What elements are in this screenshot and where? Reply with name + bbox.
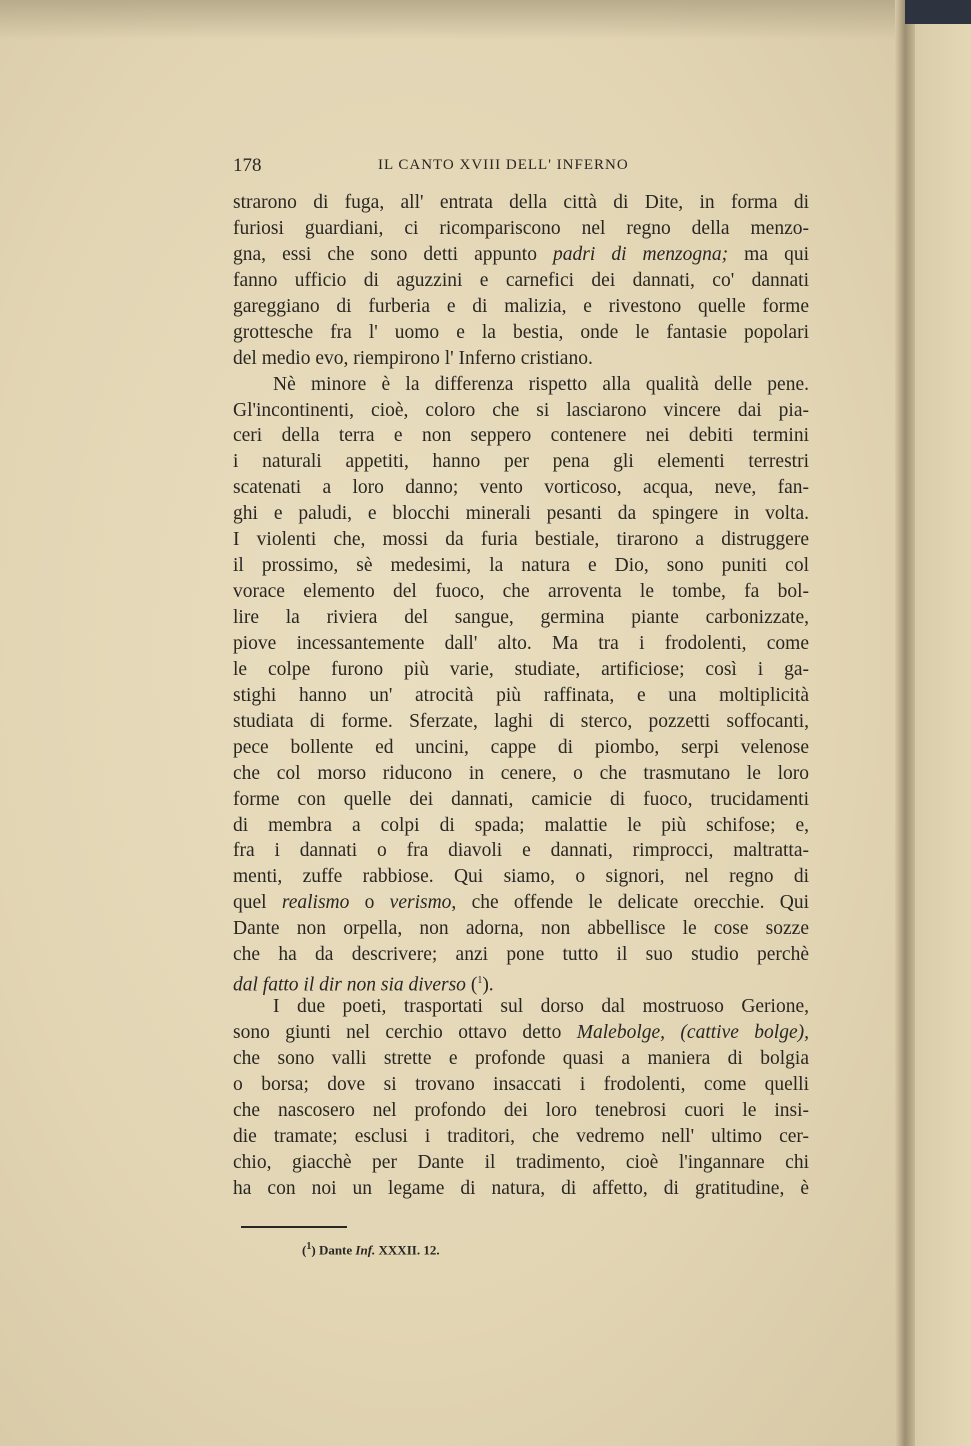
italic-text: dal fatto il dir non sia diverso [233,974,466,996]
text-line [233,449,809,475]
footnote: ($^1$) Dante Inf. XXXII. 12. [302,1241,440,1258]
running-title: IL CANTO XVIII DELL' INFERNO [378,157,629,173]
text-line [233,527,809,553]
footnote-text: Dante [318,1242,356,1258]
text-segment: Dante non orpella, non adorna, non abbellisce le cose sozze [233,918,809,940]
text-segment: che nascosero nel profondo dei loro tenebrosi cuori le insi- [233,1099,809,1121]
footnote-italic: Inf. [355,1242,376,1258]
text-line [233,1046,809,1072]
text-line [233,372,809,398]
text-segment: studiata di forme. Sferzate, laghi di sterco, pozzetti soffocanti, [233,710,809,732]
text-line [233,787,809,813]
text-segment: quel [233,892,282,914]
text-line [233,709,809,735]
text-segment: piove incessantemente dall' alto. Ma tra i frodolenti, come [233,632,809,654]
text-line [233,761,809,787]
text-line [233,553,809,579]
text-segment: che sono valli strette e profonde quasi a maniera di bolgia [233,1047,809,1069]
text-line [233,890,809,916]
text-line [233,1124,809,1150]
text-segment: fanno ufficio di aguzzini e carnefici dei dannati, co' dannati [233,269,809,291]
text-segment: ghi e paludi, e blocchi minerali pesanti da spingere in volta. [233,503,809,525]
text-segment: vorace elemento del fuoco, che arroventa le tombe, fa bol- [233,581,809,603]
text-segment: menti, zuffe rabbiose. Qui siamo, o signori, nel regno di [233,866,809,888]
footnote-ref: XXXII. 12. [375,1242,440,1258]
text-segment: ( [465,974,478,996]
text-segment: stighi hanno un' atrocità più raffinata, e una moltiplicità [233,684,809,706]
text-segment: che col morso riducono in cenere, o che trasmutano le loro [233,762,809,784]
text-line [233,942,809,968]
text-line [233,320,809,346]
text-line [233,1020,809,1046]
italic-text: Malebolge, (cattive bolge), [576,1022,809,1043]
italic-text: realismo [281,892,350,914]
text-line [233,968,809,994]
facing-page-edge [915,20,971,1446]
text-segment: , che offende le delicate orecchie. Qui [451,892,810,914]
text-segment: ceri della terra e non seppero contenere nei debiti termini [233,425,809,447]
text-segment: I due poeti, trasportati sul dorso dal mostruoso Gerione, [273,996,809,1018]
scan-background [905,0,971,24]
text-line [233,501,809,527]
text-line [233,864,809,890]
text-segment: il prossimo, sè medesimi, la natura e Dio, sono puniti col [233,555,809,577]
body-text [233,190,809,1202]
text-segment: forme con quelle dei dannati, camicie di fuoco, trucidamenti [233,788,809,810]
text-line [233,657,809,683]
footnote-marker: 1 [306,1241,312,1252]
text-line [233,216,809,242]
italic-text: padri di menzogna; [553,243,729,265]
text-segment: di membra a colpi di spada; malattie le più schifose; e, [233,814,809,836]
page-number: 178 [233,155,262,176]
text-segment: Gl'incontinenti, cioè, coloro che si lasciarono vincere dai pia- [233,399,809,421]
text-segment: del medio evo, riempirono l' Inferno cristiano. [233,347,593,369]
text-segment: gareggiano di furberia e di malizia, e rivestono quelle forme [233,295,809,317]
text-line [233,268,809,294]
text-segment: ma qui [728,243,809,265]
text-segment: sono giunti nel cerchio ottavo detto [233,1022,577,1043]
text-line [233,838,809,864]
text-line [233,346,809,372]
text-segment: i naturali appetiti, hanno per pena gli elementi terrestri [233,451,809,473]
text-line [233,1176,809,1202]
text-segment: fra i dannati o fra diavoli e dannati, rimprocci, maltratta- [233,840,809,862]
italic-text: verismo [389,892,452,914]
text-segment: die tramate; esclusi i traditori, che vedremo nell' ultimo cer- [233,1125,809,1147]
text-segment: grottesche fra l' uomo e la bestia, onde le fantasie popolari [233,321,809,343]
text-line [233,1098,809,1124]
text-line [233,423,809,449]
text-line [233,242,809,268]
text-segment: strarono di fuga, all' entrata della città di Dite, in forma di [233,192,809,213]
text-line [233,994,809,1020]
text-segment: le colpe furono più varie, studiate, artificiose; così i ga- [233,658,809,680]
book-spine [895,0,915,1446]
text-line [233,631,809,657]
footnote-reference: 1 [477,975,483,987]
text-segment: chio, giacchè per Dante il tradimento, cioè l'ingannare chi [233,1151,809,1173]
text-line [233,605,809,631]
text-line [233,475,809,501]
text-segment: Nè minore è la differenza rispetto alla qualità delle pene. [273,373,809,395]
text-line [233,735,809,761]
text-segment: I violenti che, mossi da furia bestiale, tirarono a distruggere [233,529,809,551]
text-segment: o [349,892,390,914]
text-segment: lire la riviera del sangue, germina piante carbonizzate, [233,607,809,628]
text-line [233,1072,809,1098]
text-line [233,1150,809,1176]
text-segment: pece bollente ed uncini, cappe di piombo, serpi velenose [233,736,809,758]
text-segment: gna, essi che sono detti appunto [233,243,554,265]
text-line [233,813,809,839]
page-top-shadow [0,0,905,40]
text-segment: furiosi guardiani, ci ricompariscono nel regno della menzo- [233,217,809,239]
text-line [233,916,809,942]
text-segment: o borsa; dove si trovano insaccati i frodolenti, come quelli [233,1073,809,1095]
text-line [233,579,809,605]
text-segment: scatenati a loro danno; vento vorticoso, acqua, neve, fan- [233,477,809,499]
text-segment: ). [482,974,494,996]
text-segment: che ha da descrivere; anzi pone tutto il suo studio perchè [233,944,809,966]
footnote-rule [241,1226,347,1228]
text-line [233,683,809,709]
text-line [233,190,809,216]
text-line [233,398,809,424]
text-line [233,294,809,320]
text-segment: ha con noi un legame di natura, di affetto, di gratitudine, è [233,1177,809,1199]
